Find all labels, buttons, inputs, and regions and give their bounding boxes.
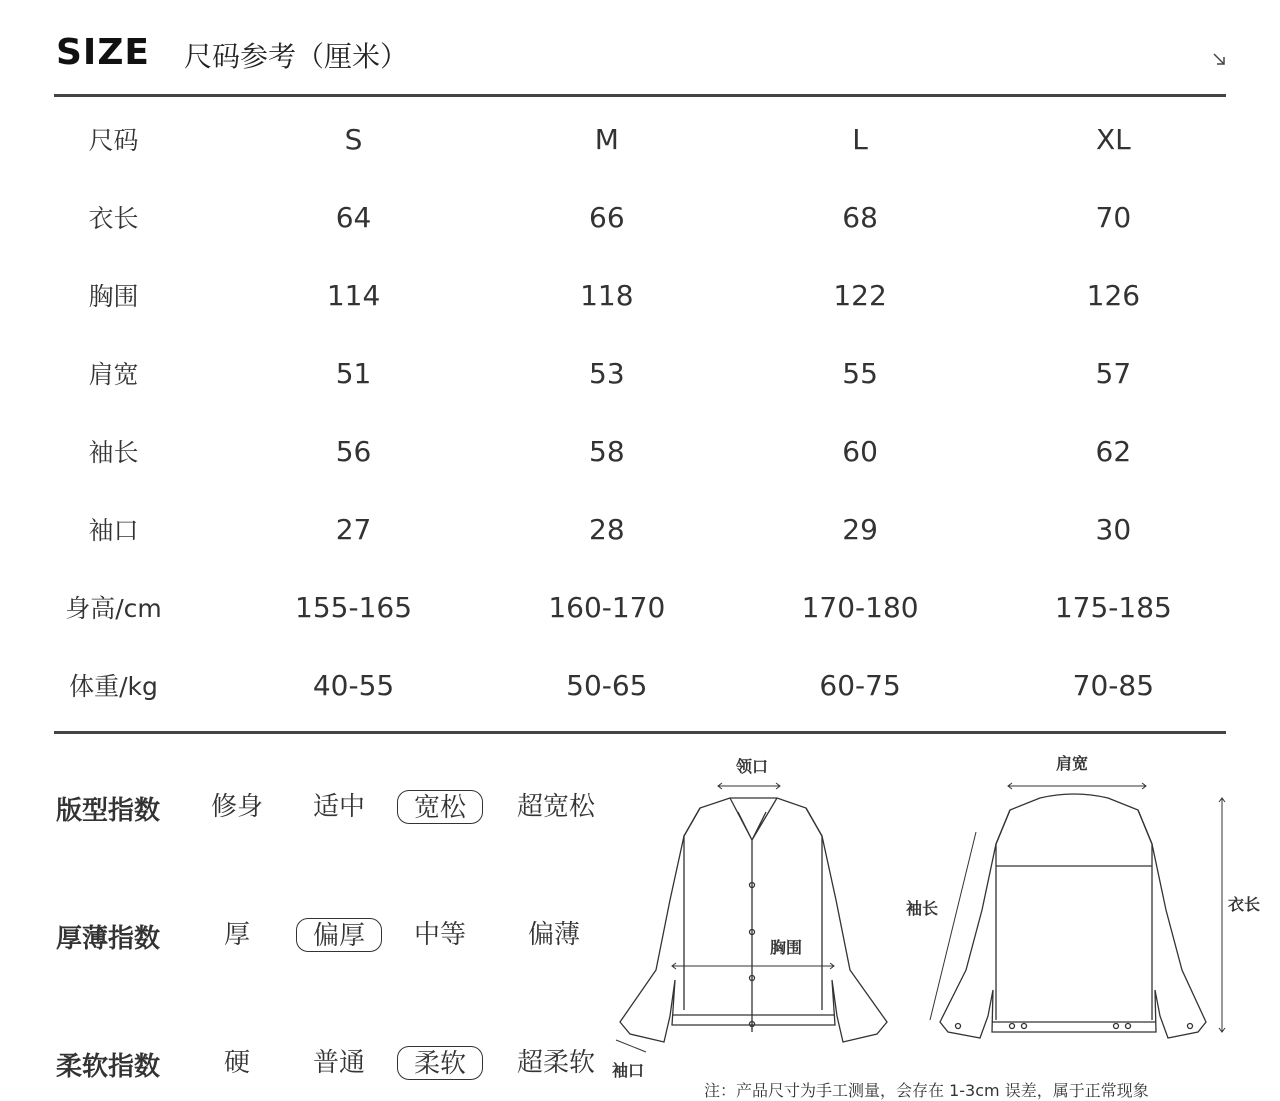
expand-arrow-icon xyxy=(1212,52,1226,66)
cell: 155-165 xyxy=(295,590,413,624)
table-row xyxy=(0,568,1240,646)
row-label: 袖长 xyxy=(88,438,139,467)
cell: 56 xyxy=(335,434,372,468)
size-m: M xyxy=(594,122,619,156)
thickness-index xyxy=(56,918,616,958)
cell: 68 xyxy=(842,200,878,234)
index-option: 超宽松 xyxy=(516,792,595,822)
sleeve-label: 袖长 xyxy=(906,899,939,918)
cell: 66 xyxy=(589,200,625,234)
size-subtitle: 尺码参考（厘米） xyxy=(184,40,409,73)
size-table xyxy=(0,100,1240,724)
cell: 40-55 xyxy=(312,668,395,702)
cell: 27 xyxy=(335,512,372,546)
cell: 70 xyxy=(1095,200,1132,234)
row-label: 尺码 xyxy=(88,126,139,155)
cell: 60-75 xyxy=(819,668,901,702)
size-s: S xyxy=(344,122,363,156)
index-option: 适中 xyxy=(312,792,365,822)
cuff-label: 袖口 xyxy=(612,1061,645,1080)
cell: 160-170 xyxy=(548,590,666,624)
cell: 58 xyxy=(589,434,625,468)
index-option-selected: 偏厚 xyxy=(296,918,382,952)
bottom-divider xyxy=(54,731,1226,734)
cell: 51 xyxy=(335,356,372,390)
cell: 175-185 xyxy=(1054,590,1172,624)
cell: 30 xyxy=(1095,512,1132,546)
index-option: 中等 xyxy=(413,920,466,950)
table-row xyxy=(0,490,1240,568)
index-label: 厚薄指数 xyxy=(56,924,161,954)
cell: 114 xyxy=(326,278,381,312)
row-label: 衣长 xyxy=(88,204,139,233)
cell: 28 xyxy=(589,512,625,546)
top-divider xyxy=(54,94,1226,97)
size-header xyxy=(56,28,1226,78)
shoulder-label: 肩宽 xyxy=(1056,754,1089,773)
fit-index xyxy=(56,790,616,830)
index-option: 超柔软 xyxy=(516,1048,595,1078)
cell: 70-85 xyxy=(1072,668,1155,702)
cell: 50-65 xyxy=(566,668,648,702)
cell: 64 xyxy=(335,200,372,234)
index-label: 版型指数 xyxy=(56,796,161,826)
row-label: 袖口 xyxy=(88,516,139,545)
row-label: 身高/cm xyxy=(65,594,162,623)
index-option-selected: 宽松 xyxy=(397,790,483,824)
front-collar xyxy=(730,798,777,1032)
table-row xyxy=(0,178,1240,256)
chest-label: 胸围 xyxy=(770,938,803,957)
index-option-selected: 柔软 xyxy=(397,1046,483,1080)
row-label: 胸围 xyxy=(88,282,139,311)
cell: 29 xyxy=(842,512,878,546)
cell: 57 xyxy=(1095,356,1132,390)
table-row xyxy=(0,100,1240,178)
size-xl: XL xyxy=(1095,122,1131,156)
row-label: 体重/kg xyxy=(69,672,158,701)
table-row xyxy=(0,334,1240,412)
jacket-diagram xyxy=(600,740,1280,1092)
index-option: 修身 xyxy=(210,792,263,822)
softness-index xyxy=(56,1046,616,1086)
cell: 170-180 xyxy=(801,590,919,624)
index-option: 厚 xyxy=(223,920,250,950)
cell: 122 xyxy=(833,278,887,312)
index-label: 柔软指数 xyxy=(56,1052,161,1082)
size-l: L xyxy=(852,122,868,156)
front-jacket-outline xyxy=(620,798,887,1042)
table-row xyxy=(0,646,1240,724)
collar-label: 领口 xyxy=(736,757,769,776)
cell: 62 xyxy=(1095,434,1132,468)
cell: 55 xyxy=(842,356,878,390)
back-jacket-outline xyxy=(940,794,1206,1038)
table-row xyxy=(0,412,1240,490)
cell: 60 xyxy=(842,434,878,468)
measurement-note: 注：产品尺寸为手工测量，会存在 1-3cm 误差，属于正常现象 xyxy=(704,1081,1149,1100)
length-label: 衣长 xyxy=(1228,895,1261,914)
index-option: 硬 xyxy=(223,1048,250,1078)
table-row xyxy=(0,256,1240,334)
row-label: 肩宽 xyxy=(88,360,139,389)
cell: 53 xyxy=(589,356,625,390)
size-title: SIZE xyxy=(56,32,151,73)
index-option: 偏薄 xyxy=(527,920,580,950)
cell: 126 xyxy=(1086,278,1141,312)
cell: 118 xyxy=(580,278,634,312)
index-option: 普通 xyxy=(312,1048,365,1078)
